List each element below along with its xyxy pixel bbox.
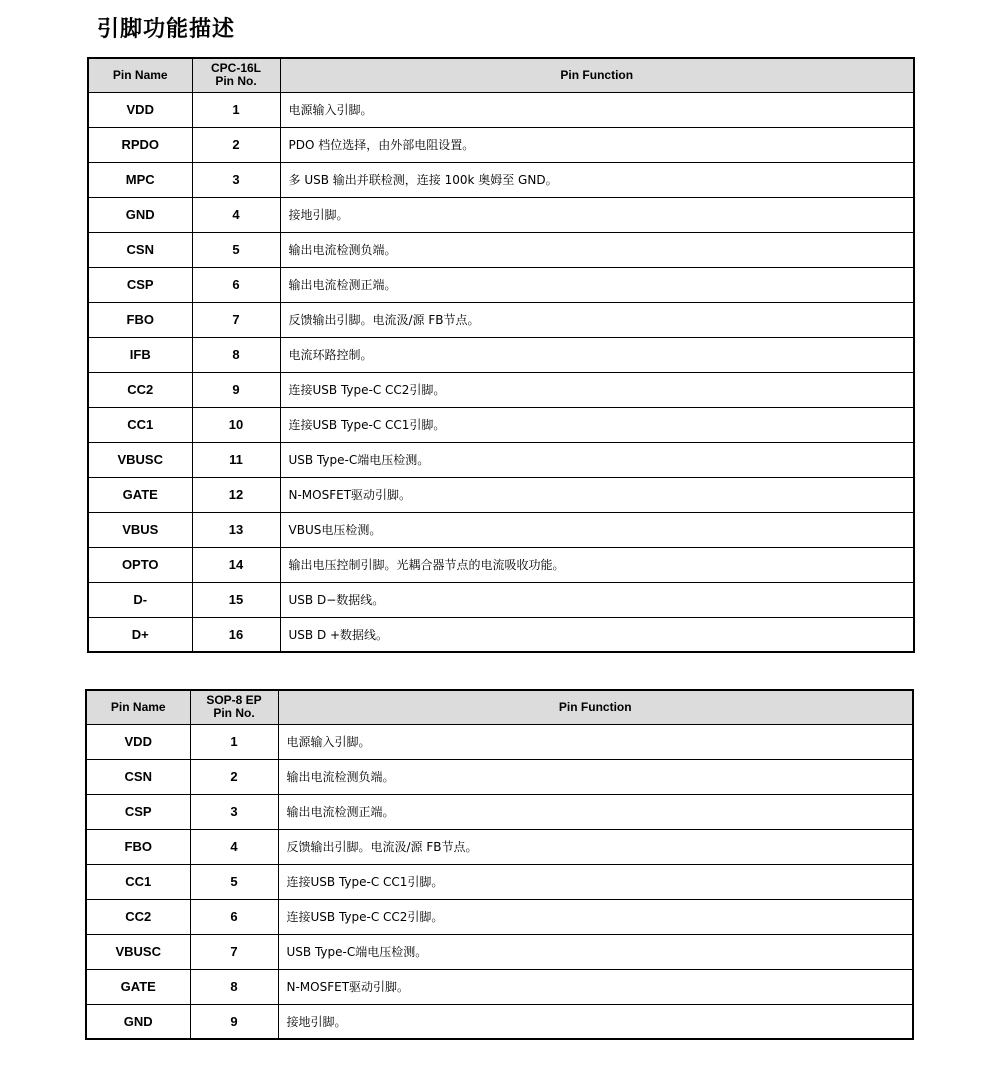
table-header-row bbox=[88, 58, 914, 92]
pin-function-cell: 连接USB Type-C CC1引脚。 bbox=[278, 864, 913, 899]
pin-number-cell: 4 bbox=[190, 829, 278, 864]
pin-function-cell: 接地引脚。 bbox=[278, 1004, 913, 1039]
header-pin-no-label: Pin No. bbox=[213, 706, 255, 721]
pin-name-cell: CC2 bbox=[88, 372, 192, 407]
pin-function-cell: VBUS电压检测。 bbox=[280, 512, 914, 547]
pin-number-cell: 10 bbox=[192, 407, 280, 442]
table-row bbox=[88, 197, 914, 232]
pin-number-cell: 7 bbox=[192, 302, 280, 337]
pin-function-cell: 电源输入引脚。 bbox=[280, 92, 914, 127]
pin-name-cell: VDD bbox=[86, 724, 190, 759]
table-row bbox=[86, 969, 913, 1004]
header-pin-no bbox=[192, 58, 280, 92]
pin-table-cpc16l bbox=[87, 57, 915, 653]
pin-name-cell: CSN bbox=[88, 232, 192, 267]
pin-number-cell: 3 bbox=[190, 794, 278, 829]
table-row bbox=[88, 477, 914, 512]
pin-name-cell: RPDO bbox=[88, 127, 192, 162]
header-pin-name: Pin Name bbox=[88, 58, 192, 92]
pin-function-cell: 电流环路控制。 bbox=[280, 337, 914, 372]
pin-name-cell: CSP bbox=[86, 794, 190, 829]
table-row bbox=[88, 162, 914, 197]
pin-name-cell: FBO bbox=[86, 829, 190, 864]
pin-function-cell: USB Type-C端电压检测。 bbox=[280, 442, 914, 477]
pin-function-cell: 反馈输出引脚。电流汲/源 FB节点。 bbox=[280, 302, 914, 337]
pin-function-cell: 接地引脚。 bbox=[280, 197, 914, 232]
pin-function-cell: PDO 档位选择，由外部电阻设置。 bbox=[280, 127, 914, 162]
pin-number-cell: 8 bbox=[190, 969, 278, 1004]
pin-name-cell: CC2 bbox=[86, 899, 190, 934]
pin-number-cell: 7 bbox=[190, 934, 278, 969]
pin-function-cell: USB D−数据线。 bbox=[280, 582, 914, 617]
table-row bbox=[88, 127, 914, 162]
table-row bbox=[88, 442, 914, 477]
table-row bbox=[86, 899, 913, 934]
pin-number-cell: 6 bbox=[192, 267, 280, 302]
table-row bbox=[86, 864, 913, 899]
table-row bbox=[88, 232, 914, 267]
pin-name-cell: GND bbox=[88, 197, 192, 232]
header-package: SOP-8 EP bbox=[206, 693, 262, 708]
table-row bbox=[88, 267, 914, 302]
header-pin-no bbox=[190, 690, 278, 724]
pin-number-cell: 3 bbox=[192, 162, 280, 197]
pin-function-cell: 连接USB Type-C CC2引脚。 bbox=[278, 899, 913, 934]
table-row bbox=[88, 407, 914, 442]
pin-function-cell: 输出电流检测正端。 bbox=[278, 794, 913, 829]
pin-function-cell: 输出电流检测负端。 bbox=[280, 232, 914, 267]
table-row bbox=[86, 934, 913, 969]
table-header-row bbox=[86, 690, 913, 724]
table-row bbox=[88, 372, 914, 407]
table-row bbox=[86, 794, 913, 829]
pin-name-cell: VBUSC bbox=[88, 442, 192, 477]
pin-number-cell: 9 bbox=[192, 372, 280, 407]
table-row bbox=[88, 512, 914, 547]
pin-function-cell: N-MOSFET驱动引脚。 bbox=[278, 969, 913, 1004]
pin-function-cell: 多 USB 输出并联检测，连接 100k 奥姆至 GND。 bbox=[280, 162, 914, 197]
table-row bbox=[88, 617, 914, 652]
pin-function-cell: 连接USB Type-C CC1引脚。 bbox=[280, 407, 914, 442]
pin-function-cell: 连接USB Type-C CC2引脚。 bbox=[280, 372, 914, 407]
header-pin-function: Pin Function bbox=[278, 690, 913, 724]
table-row bbox=[88, 302, 914, 337]
pin-name-cell: CC1 bbox=[86, 864, 190, 899]
pin-function-cell: 反馈输出引脚。电流汲/源 FB节点。 bbox=[278, 829, 913, 864]
pin-number-cell: 5 bbox=[192, 232, 280, 267]
pin-function-cell: N-MOSFET驱动引脚。 bbox=[280, 477, 914, 512]
pin-name-cell: CSP bbox=[88, 267, 192, 302]
pin-name-cell: GATE bbox=[88, 477, 192, 512]
table-row bbox=[88, 582, 914, 617]
table-row bbox=[86, 829, 913, 864]
pin-name-cell: D- bbox=[88, 582, 192, 617]
table-row bbox=[86, 759, 913, 794]
pin-number-cell: 2 bbox=[190, 759, 278, 794]
table-row bbox=[86, 1004, 913, 1039]
pin-table-sop8ep bbox=[85, 689, 914, 1040]
pin-name-cell: GND bbox=[86, 1004, 190, 1039]
pin-number-cell: 9 bbox=[190, 1004, 278, 1039]
header-pin-function: Pin Function bbox=[280, 58, 914, 92]
pin-number-cell: 8 bbox=[192, 337, 280, 372]
pin-number-cell: 6 bbox=[190, 899, 278, 934]
table-row bbox=[88, 92, 914, 127]
header-pin-name: Pin Name bbox=[86, 690, 190, 724]
pin-function-cell: 输出电流检测负端。 bbox=[278, 759, 913, 794]
page-title: 引脚功能描述 bbox=[97, 17, 236, 42]
pin-name-cell: CSN bbox=[86, 759, 190, 794]
pin-number-cell: 4 bbox=[192, 197, 280, 232]
pin-name-cell: VBUS bbox=[88, 512, 192, 547]
header-pin-no-label: Pin No. bbox=[215, 74, 257, 89]
pin-number-cell: 12 bbox=[192, 477, 280, 512]
pin-number-cell: 16 bbox=[192, 617, 280, 652]
pin-name-cell: VDD bbox=[88, 92, 192, 127]
pin-name-cell: CC1 bbox=[88, 407, 192, 442]
pin-function-cell: USB D +数据线。 bbox=[280, 617, 914, 652]
pin-number-cell: 11 bbox=[192, 442, 280, 477]
pin-number-cell: 15 bbox=[192, 582, 280, 617]
table-row bbox=[88, 547, 914, 582]
pin-number-cell: 5 bbox=[190, 864, 278, 899]
table-row bbox=[86, 724, 913, 759]
pin-function-cell: USB Type-C端电压检测。 bbox=[278, 934, 913, 969]
pin-number-cell: 13 bbox=[192, 512, 280, 547]
pin-name-cell: IFB bbox=[88, 337, 192, 372]
pin-name-cell: FBO bbox=[88, 302, 192, 337]
pin-number-cell: 2 bbox=[192, 127, 280, 162]
pin-name-cell: MPC bbox=[88, 162, 192, 197]
pin-number-cell: 1 bbox=[192, 92, 280, 127]
header-package: CPC-16L bbox=[210, 61, 261, 76]
pin-name-cell: VBUSC bbox=[86, 934, 190, 969]
pin-function-cell: 输出电流检测正端。 bbox=[280, 267, 914, 302]
pin-name-cell: D+ bbox=[88, 617, 192, 652]
table-row bbox=[88, 337, 914, 372]
pin-number-cell: 1 bbox=[190, 724, 278, 759]
pin-number-cell: 14 bbox=[192, 547, 280, 582]
pin-function-cell: 输出电压控制引脚。光耦合器节点的电流吸收功能。 bbox=[280, 547, 914, 582]
pin-name-cell: OPTO bbox=[88, 547, 192, 582]
pin-function-cell: 电源输入引脚。 bbox=[278, 724, 913, 759]
pin-name-cell: GATE bbox=[86, 969, 190, 1004]
